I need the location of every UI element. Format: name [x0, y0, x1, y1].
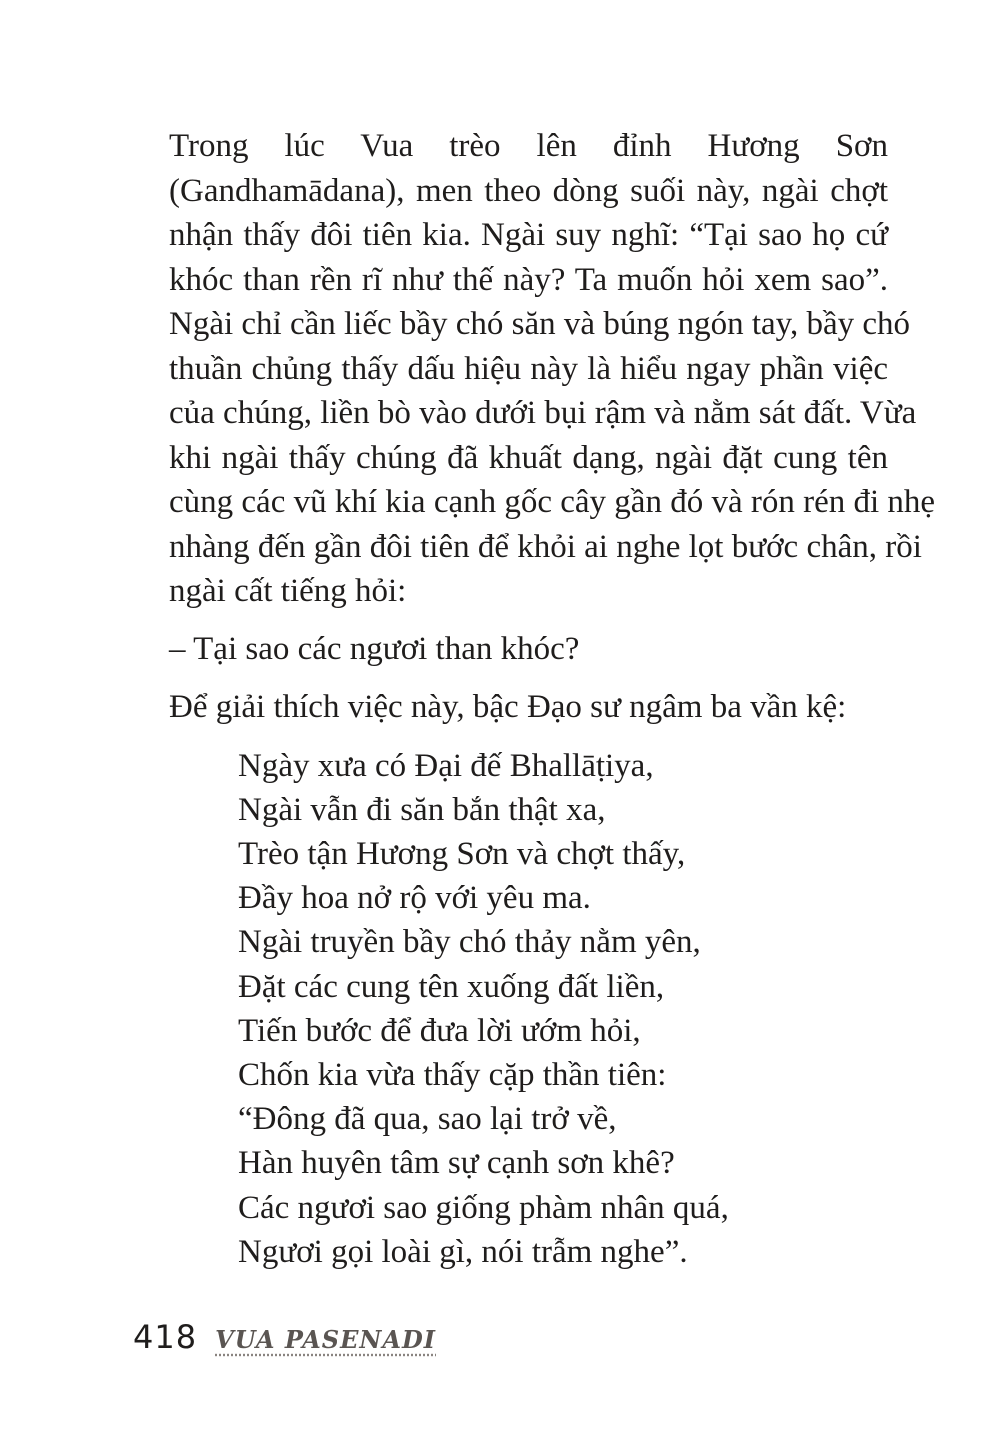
dialogue-line: – Tại sao các ngươi than khóc? [169, 630, 580, 667]
text-line: cùng các vũ khí kia cạnh gốc cây gần đó và rón rén đi nhẹ [169, 484, 936, 520]
text-line: ngài cất tiếng hỏi: [169, 573, 407, 609]
verse-line: “Đông đã qua, sao lại trở về, [238, 1101, 617, 1138]
verse-line: Ngươi gọi loài gì, nói trẫm nghe”. [238, 1233, 688, 1270]
text-line: khóc than rền rĩ như thế này? Ta muốn hỏi xem sao”. [169, 261, 888, 298]
verse-line: Các ngươi sao giống phàm nhân quá, [238, 1189, 729, 1226]
text-line: Trong lúc Vua trèo lên đỉnh Hương Sơn [169, 128, 888, 164]
verse-line: Đặt các cung tên xuống đất liền, [238, 968, 665, 1005]
text-line: nhàng đến gần đôi tiên để khỏi ai nghe lọt bước chân, rồi [169, 528, 922, 565]
page-footer [133, 1318, 436, 1356]
running-title: VUA PASENADI [215, 1325, 437, 1354]
narrative-paragraph [133, 124, 936, 614]
verse-line: Tiến bước để đưa lời ướm hỏi, [238, 1012, 641, 1049]
page-number: 418 [133, 1318, 198, 1356]
verse-intro: Để giải thích việc này, bậc Đạo sư ngâm ba vần kệ: [169, 689, 847, 725]
text-line: nhận thấy đôi tiên kia. Ngài suy nghĩ: “Tại sao họ cứ [169, 217, 888, 253]
text-line: của chúng, liền bò vào dưới bụi rậm và nằm sát đất. Vừa [169, 395, 917, 431]
text-line: khi ngài thấy chúng đã khuất dạng, ngài đặt cung tên [169, 439, 888, 476]
verse-line: Chốn kia vừa thấy cặp thần tiên: [238, 1056, 667, 1093]
text-line: thuần chủng thấy dấu hiệu này là hiểu ngay phần việc [169, 350, 888, 387]
verse-line: Đầy hoa nở rộ với yêu ma. [238, 880, 591, 917]
text-line: (Gandhamādana), men theo dòng suối này, ngài chợt [169, 172, 888, 209]
verse-block [133, 744, 888, 1274]
verse-line: Ngài vẫn đi săn bắn thật xa, [238, 791, 606, 828]
verse-line: Ngày xưa có Đại đế Bhallāṭiya, [238, 747, 654, 784]
text-line: Ngài chỉ cần liếc bầy chó săn và búng ngón tay, bầy chó [169, 306, 911, 342]
verse-line: Trèo tận Hương Sơn và chợt thấy, [238, 835, 686, 872]
page-body [133, 124, 936, 1274]
verse-line: Hàn huyên tâm sự cạnh sơn khê? [238, 1145, 675, 1182]
verse-line: Ngài truyền bầy chó thảy nằm yên, [238, 924, 701, 961]
